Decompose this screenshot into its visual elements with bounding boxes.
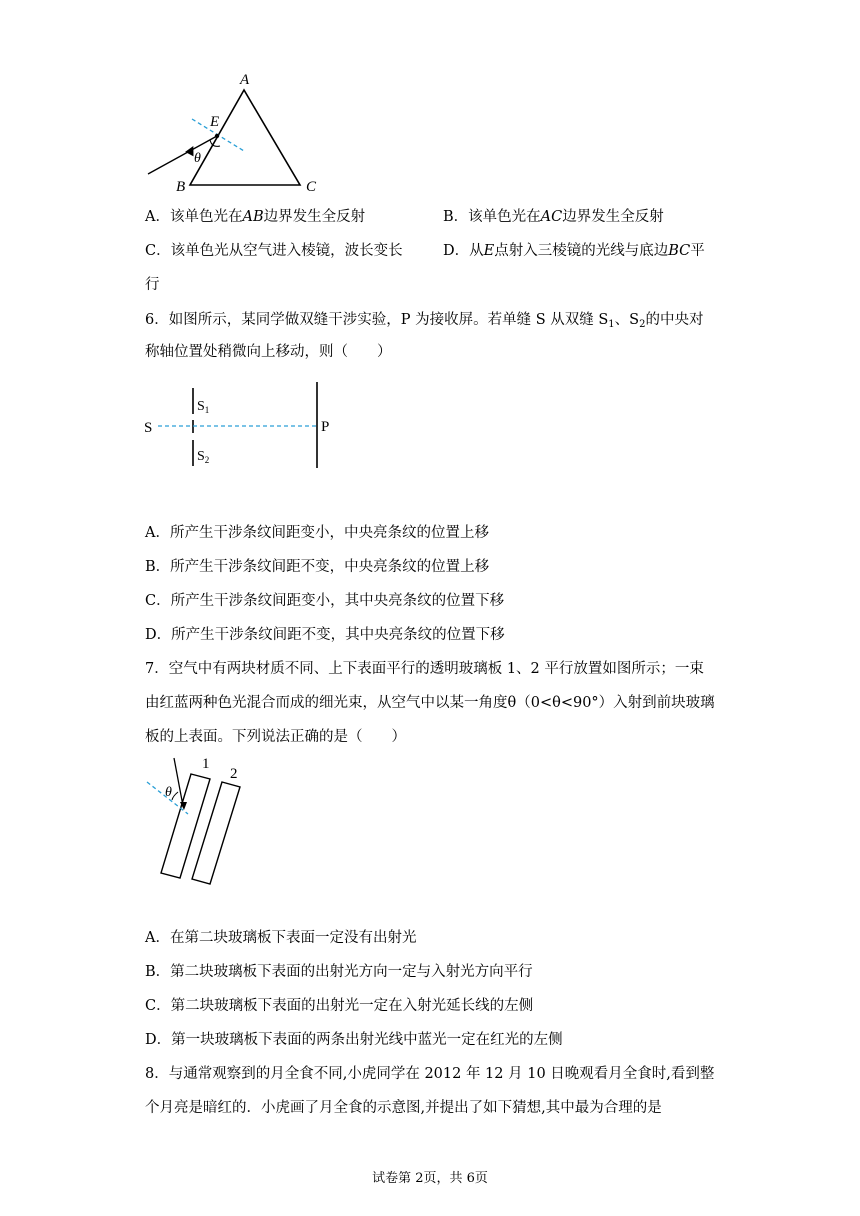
label-s1: $S_1$ — [197, 399, 210, 415]
q5-option-d-wrap: 行 — [145, 277, 160, 293]
glass-plate-2 — [192, 782, 240, 884]
q5-option-b: B．该单色光在AC边界发生全反射 — [443, 209, 664, 225]
q6-option-b: B．所产生干涉条纹间距不变，中央亮条纹的位置上移 — [145, 559, 490, 575]
q8-stem-line1: 8．与通常观察到的月全食不同,小虎同学在 2012 年 12 月 10 日晚观看月全食时,看到整 — [145, 1066, 715, 1082]
theta-arc — [172, 792, 178, 800]
q7-option-c: C．第二块玻璃板下表面的出射光一定在入射光延长线的左侧 — [145, 998, 534, 1014]
q7-stem-line2: 由红蓝两种色光混合而成的细光束，从空气中以某一角度θ（0<θ<90°）入射到前块玻璃 — [145, 695, 715, 711]
q7-option-b: B．第二块玻璃板下表面的出射光方向一定与入射光方向平行 — [145, 964, 533, 980]
label-s2: $S_2$ — [197, 449, 210, 465]
label-theta: θ — [194, 151, 201, 166]
q6-stem-line2: 称轴位置处稍微向上移动，则（ ） — [145, 344, 392, 360]
q5-option-d: D．从E点射入三棱镜的光线与底边BC平 — [443, 243, 705, 259]
q6-stem-line1: 6．如图所示，某同学做双缝干涉实验，P 为接收屏。若单缝 S 从双缝 $S_1$、$S_2$的中央对 — [145, 312, 704, 330]
q6-option-a: A．所产生干涉条纹间距变小，中央亮条纹的位置上移 — [145, 525, 489, 541]
label-theta: θ — [165, 785, 172, 800]
q7-stem-line1: 7．空气中有两块材质不同、上下表面平行的透明玻璃板 1、2 平行放置如图所示；一束 — [145, 661, 704, 677]
prism-figure — [140, 66, 330, 196]
q8-stem-line2: 个月亮是暗红的．小虎画了月全食的示意图,并提出了如下猜想,其中最为合理的是 — [145, 1100, 662, 1116]
label-c: C — [306, 179, 317, 195]
point-e — [215, 134, 219, 138]
label-e: E — [210, 114, 220, 130]
page-footer: 试卷第 2页，共 6页 — [372, 1171, 488, 1186]
glass-plates-figure — [140, 752, 260, 888]
label-plate-1: 1 — [202, 756, 210, 772]
q7-option-a: A．在第二块玻璃板下表面一定没有出射光 — [145, 930, 417, 946]
q7-stem-line3: 板的上表面。下列说法正确的是（ ） — [145, 729, 406, 745]
q5-option-c: C．该单色光从空气进入棱镜，波长变长 — [145, 243, 403, 259]
label-p: P — [321, 419, 330, 435]
label-plate-2: 2 — [230, 766, 238, 782]
label-b: B — [176, 179, 186, 195]
label-a: A — [240, 72, 250, 88]
q6-option-c: C．所产生干涉条纹间距变小，其中央亮条纹的位置下移 — [145, 593, 505, 609]
q5-option-a: A．该单色光在AB边界发生全反射 — [145, 209, 366, 225]
prism-triangle — [190, 90, 300, 185]
q6-option-d: D．所产生干涉条纹间距不变，其中央亮条纹的位置下移 — [145, 627, 505, 643]
q7-option-d: D．第一块玻璃板下表面的两条出射光线中蓝光一定在红光的左侧 — [145, 1032, 563, 1048]
incident-ray — [174, 758, 183, 806]
label-s: S — [144, 420, 153, 436]
double-slit-figure — [140, 378, 340, 474]
